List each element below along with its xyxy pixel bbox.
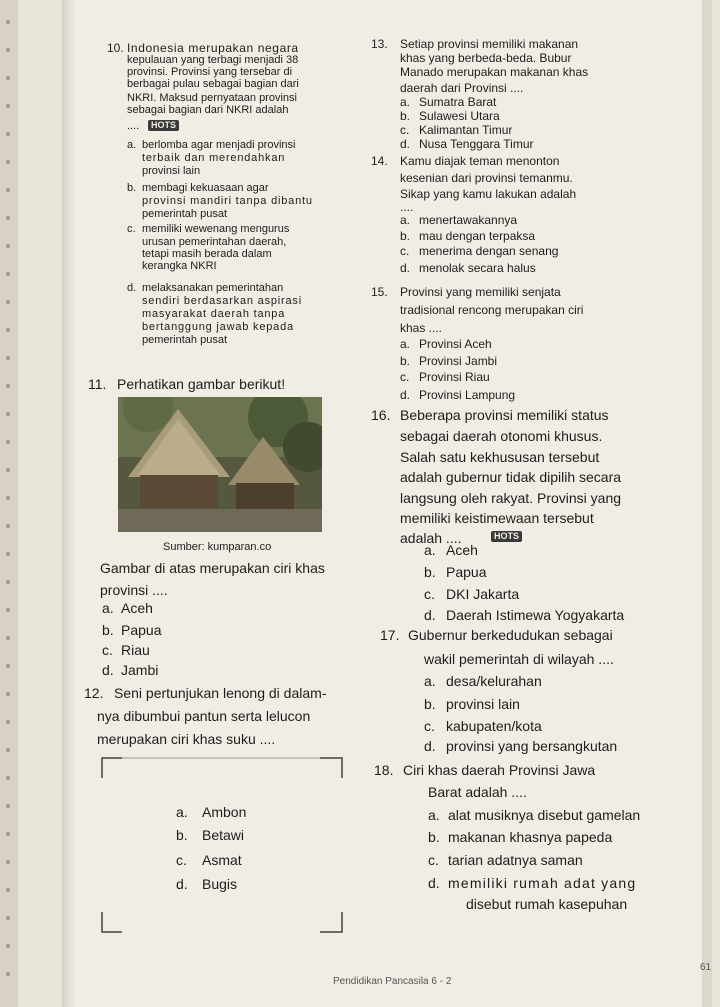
question-number: 14. — [371, 154, 388, 168]
binding-hole — [6, 804, 10, 808]
option-text: mau dengan terpaksa — [419, 229, 536, 243]
question-stem-line: adalah gubernur tidak dipilih secara — [400, 469, 622, 485]
binding-hole — [6, 832, 10, 836]
option-line: provinsi lain — [142, 165, 201, 177]
binding-hole — [6, 580, 10, 584]
question-stem-line: Gambar di atas merupakan ciri khas — [100, 560, 325, 576]
question-stem-line: NKRI. Maksud pernyataan provinsi — [127, 92, 297, 104]
binding-hole — [6, 776, 10, 780]
option-line: memiliki rumah adat yang — [448, 875, 637, 891]
option-label: b. — [400, 229, 411, 243]
answer-frame — [92, 750, 350, 940]
question-stem-line: Manado merupakan makanan khas — [400, 65, 589, 79]
binding-hole — [6, 132, 10, 136]
question-stem-line: khas yang berbeda-beda. Bubur — [400, 51, 572, 65]
binding-hole — [6, 636, 10, 640]
option-label: d. — [424, 738, 436, 754]
option-label: c. — [424, 586, 435, 602]
option-label: a. — [400, 213, 411, 227]
option-label: a. — [424, 542, 436, 558]
option-label: c. — [176, 852, 187, 868]
option-line: disebut rumah kasepuhan — [466, 896, 628, 912]
question-stem-line: daerah dari Provinsi .... — [400, 81, 524, 95]
option-label: d. — [400, 261, 411, 275]
option-label: a. — [176, 804, 188, 820]
option-text: Bugis — [202, 876, 238, 892]
question-number: 13. — [371, 37, 388, 51]
question-stem-line: merupakan ciri khas suku .... — [97, 731, 276, 747]
question-stem-line: kesenian dari provinsi temanmu. — [400, 171, 573, 185]
option-label: b. — [127, 182, 137, 194]
option-label: d. — [176, 876, 188, 892]
binding-hole — [6, 692, 10, 696]
question-stem-line: sebagai bagian dari NKRI adalah — [127, 104, 289, 116]
question-stem-line: Salah satu kekhususan tersebut — [400, 449, 600, 465]
binding-hole — [6, 496, 10, 500]
binding-hole — [6, 188, 10, 192]
question-stem-line: khas .... — [400, 321, 443, 335]
option-label: d. — [424, 607, 436, 623]
question-stem-line: adalah .... — [400, 530, 462, 546]
option-text: Aceh — [446, 542, 478, 558]
question-stem-line: kepulauan yang terbagi menjadi 38 — [127, 54, 299, 66]
option-label: b. — [400, 354, 411, 368]
option-label: d. — [400, 137, 411, 151]
binding-hole — [6, 664, 10, 668]
option-text: Riau — [121, 642, 150, 658]
binding-hole — [6, 440, 10, 444]
question-stem-line: Ciri khas daerah Provinsi Jawa — [403, 762, 596, 778]
option-label: d. — [102, 662, 114, 678]
option-line: bertanggung jawab kepada — [142, 321, 294, 333]
binding-hole — [6, 944, 10, 948]
option-line: terbaik dan merendahkan — [142, 152, 286, 164]
option-text: Provinsi Aceh — [419, 337, 492, 351]
question-stem-line: memiliki keistimewaan tersebut — [400, 510, 594, 526]
binding-hole — [6, 244, 10, 248]
option-text: Nusa Tenggara Timur — [419, 137, 534, 151]
binding-hole — [6, 468, 10, 472]
option-label: d. — [127, 282, 137, 294]
option-label: b. — [424, 564, 436, 580]
question-number: 18. — [374, 762, 394, 778]
page-footer: Pendidikan Pancasila 6 - 2 — [333, 976, 452, 987]
option-line: sendiri berdasarkan aspirasi — [142, 295, 302, 307]
binding-hole — [6, 888, 10, 892]
option-label: c. — [102, 642, 113, 658]
question-stem-line: wakil pemerintah di wilayah .... — [424, 651, 614, 667]
option-text: Jambi — [121, 662, 159, 678]
question-number: 16. — [371, 407, 391, 423]
question-stem-line: .... — [127, 120, 140, 132]
question-stem-line: tradisional rencong merupakan ciri — [400, 303, 584, 317]
option-text: menolak secara halus — [419, 261, 536, 275]
option-label: b. — [102, 622, 114, 638]
option-text: Asmat — [202, 852, 242, 868]
question-stem-line: Indonesia merupakan negara — [127, 41, 299, 55]
question-stem-line: Sikap yang kamu lakukan adalah — [400, 187, 577, 201]
binding-hole — [6, 216, 10, 220]
option-label: b. — [428, 829, 440, 845]
question-stem: Perhatikan gambar berikut! — [117, 376, 286, 392]
binding-hole — [6, 300, 10, 304]
question-stem-line: Beberapa provinsi memiliki status — [400, 407, 609, 423]
binding-hole — [6, 356, 10, 360]
option-label: a. — [127, 139, 137, 151]
option-text: Betawi — [202, 827, 245, 843]
option-label: c. — [127, 223, 136, 235]
question-stem-line: .... — [400, 200, 414, 214]
option-line: makanan khasnya papeda — [448, 829, 613, 845]
option-text: Papua — [446, 564, 487, 580]
question-stem-line: Kamu diajak teman menonton — [400, 154, 560, 168]
option-label: c. — [424, 718, 435, 734]
option-line: melaksanakan pemerintahan — [142, 282, 284, 294]
binding-hole — [6, 20, 10, 24]
question-number: 12. — [84, 685, 104, 701]
option-text: menertawakannya — [419, 213, 518, 227]
binding-hole — [6, 412, 10, 416]
option-line: pemerintah pusat — [142, 334, 227, 346]
binding-hole — [6, 860, 10, 864]
option-text: provinsi lain — [446, 696, 520, 712]
binding-hole — [6, 916, 10, 920]
question-stem-line: Setiap provinsi memiliki makanan — [400, 37, 579, 51]
question-number: 10. — [107, 41, 124, 55]
question-number: 15. — [371, 285, 388, 299]
option-label: b. — [176, 827, 188, 843]
option-text: kabupaten/kota — [446, 718, 542, 734]
option-line: alat musiknya disebut gamelan — [448, 807, 641, 823]
binding-hole — [6, 552, 10, 556]
question-stem-line: Seni pertunjukan lenong di dalam- — [114, 685, 327, 701]
question-stem-line: Provinsi yang memiliki senjata — [400, 285, 561, 299]
option-line: pemerintah pusat — [142, 208, 227, 220]
option-text: Kalimantan Timur — [419, 123, 513, 137]
option-label: c. — [400, 244, 410, 258]
binding-hole — [6, 160, 10, 164]
image-source: Sumber: kumparan.co — [163, 541, 272, 553]
binding-hole — [6, 608, 10, 612]
option-label: b. — [400, 109, 411, 123]
binding-hole — [6, 328, 10, 332]
question-stem-line: Gubernur berkedudukan sebagai — [408, 627, 613, 643]
option-text: Provinsi Riau — [419, 370, 490, 384]
option-line: tetapi masih berada dalam — [142, 248, 272, 260]
hots-badge: HOTS — [148, 120, 179, 131]
option-label: b. — [424, 696, 436, 712]
option-text: Provinsi Jambi — [419, 354, 498, 368]
binding-hole — [6, 272, 10, 276]
option-text: Sumatra Barat — [419, 95, 497, 109]
option-line: urusan pemerintahan daerah, — [142, 236, 287, 248]
option-label: c. — [400, 370, 410, 384]
option-line: membagi kekuasaan agar — [142, 182, 269, 194]
binding-hole — [6, 104, 10, 108]
option-text: desa/kelurahan — [446, 673, 542, 689]
question-stem-line: Barat adalah .... — [428, 784, 527, 800]
option-line: provinsi mandiri tanpa dibantu — [142, 195, 313, 207]
option-text: menerima dengan senang — [419, 244, 559, 258]
option-text: Aceh — [121, 600, 153, 616]
option-label: d. — [400, 388, 411, 402]
option-label: c. — [400, 123, 410, 137]
option-label: d. — [428, 875, 440, 891]
question-number: 17. — [380, 627, 400, 643]
question-stem-line: langsung oleh rakyat. Provinsi yang — [400, 490, 622, 506]
question-stem-line: berbagai pulau sebagai bagian dari — [127, 78, 299, 90]
option-text: provinsi yang bersangkutan — [446, 738, 618, 754]
option-label: a. — [102, 600, 114, 616]
option-label: a. — [424, 673, 436, 689]
question-stem-line: provinsi. Provinsi yang tersebar di — [127, 66, 293, 78]
option-text: Papua — [121, 622, 162, 638]
binding-hole — [6, 748, 10, 752]
option-line: memiliki wewenang mengurus — [142, 223, 290, 235]
option-text: Sulawesi Utara — [419, 109, 500, 123]
option-text: Ambon — [202, 804, 247, 820]
option-text: DKI Jakarta — [446, 586, 520, 602]
option-label: a. — [400, 337, 411, 351]
traditional-house-photo — [118, 397, 322, 532]
binding-hole — [6, 972, 10, 976]
binding-hole — [6, 384, 10, 388]
binding-hole — [6, 48, 10, 52]
hots-badge: HOTS — [491, 531, 522, 542]
option-line: berlomba agar menjadi provinsi — [142, 139, 296, 151]
binding-hole — [6, 720, 10, 724]
question-number: 11. — [88, 376, 107, 392]
option-text: Daerah Istimewa Yogyakarta — [446, 607, 625, 623]
page-number: 61 — [700, 962, 712, 973]
binding-hole — [6, 76, 10, 80]
question-stem-line: nya dibumbui pantun serta lelucon — [97, 708, 311, 724]
binding-hole — [6, 524, 10, 528]
binding-edge — [0, 0, 18, 1007]
option-text: Provinsi Lampung — [419, 388, 516, 402]
option-line: kerangka NKRI — [142, 260, 217, 272]
page-edge — [702, 0, 712, 1007]
option-line: masyarakat daerah tanpa — [142, 308, 286, 320]
option-label: c. — [428, 852, 439, 868]
option-line: tarian adatnya saman — [448, 852, 583, 868]
option-label: a. — [400, 95, 411, 109]
question-stem-line: provinsi .... — [100, 582, 168, 598]
question-stem-line: sebagai daerah otonomi khusus. — [400, 428, 603, 444]
option-label: a. — [428, 807, 440, 823]
